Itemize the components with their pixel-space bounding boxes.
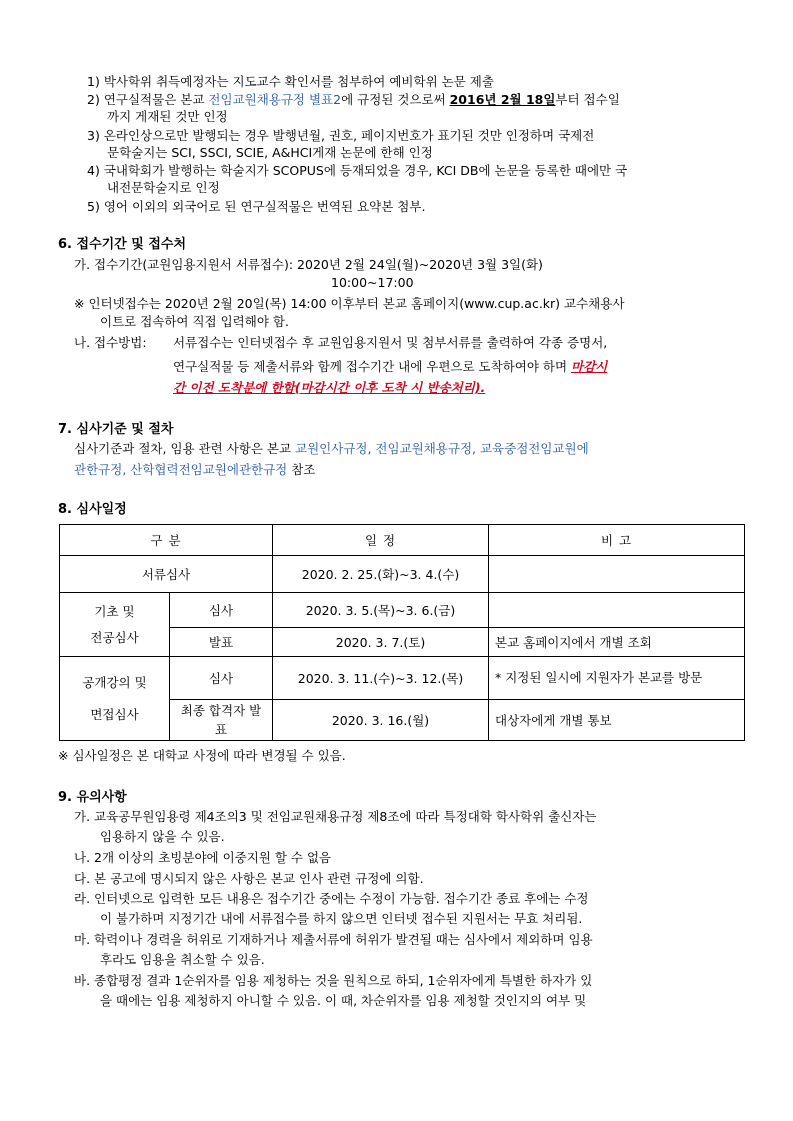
header-schedule: 일 정 [273,525,489,556]
reception-period: 가. 접수기간(교원임용지원서 서류접수): 2020년 2월 24일(월)~2020년 3월 3일(화) [74,257,543,272]
notice-item-cont: 후라도 임용을 취소할 수 있음. [100,952,265,967]
regulation-link[interactable]: 교원인사규정 [295,441,368,456]
method-line-2: 연구실적물 등 제출서류와 함께 접수기간 내에 우편으로 도착하여야 하며 마감시 [173,359,608,374]
regulation-link[interactable]: 전임교원채용규정 [375,441,473,456]
notice-item: 다. 본 공고에 명시되지 않은 사항은 본교 인사 관련 규정에 의함. [74,871,424,886]
row-note [489,593,745,628]
online-note-cont: 이트로 접속하여 직접 입력해야 함. [100,314,289,329]
row-date: 2020. 3. 5.(목)~3. 6.(금) [273,593,489,628]
row-date: 2020. 3. 7.(토) [273,628,489,657]
criteria-line-2: 관한규정, 산학협력전임교원에관한규정 참조 [74,462,316,477]
list-item-4: 4) 국내학회가 발행하는 학술지가 SCOPUS에 등재되었을 경우, KCI DB에 논문을 등록한 때에만 국 [87,163,628,178]
cutoff-date: 2016년 2월 18일 [449,92,556,107]
list-item-4-cont: 내전문학술지로 인정 [107,180,220,195]
row-note: 본교 홈페이지에서 개별 조회 [489,628,745,657]
row-label: 서류심사 [60,556,273,593]
criteria-line-1: 심사기준과 절차, 임용 관련 사항은 본교 교원인사규정, 전임교원채용규정, 교육중점전임교원에 [74,441,589,456]
group-label: 기초 및 전공심사 [60,593,170,657]
list-item-3-cont: 문학술지는 SCI, SSCI, SCIE, A&HCI게재 논문에 한해 인정 [107,145,433,160]
notice-item-cont: 임용하지 않을 수 있음. [100,829,225,844]
section-6-title: 6. 접수기간 및 접수처 [58,237,187,252]
row-note: * 지정된 일시에 지원자가 본교를 방문 [489,657,745,700]
row-date: 2020. 3. 11.(수)~3. 12.(목) [273,657,489,700]
notice-item-cont: 이 불가하며 지정기간 내에 서류접수를 하지 않으면 인터넷 접수된 지원서는 무효 처리됨. [100,911,583,926]
row-date: 2020. 2. 25.(화)~3. 4.(수) [273,556,489,593]
regulation-link[interactable]: 전임교원채용규정 별표2 [208,92,342,107]
row-note [489,556,745,593]
list-item-3: 3) 온라인상으로만 발행되는 경우 발행년월, 권호, 페이지번호가 표기된 것만 인정하며 국제전 [87,128,595,143]
list-item-2: 2) 연구실적물은 본교 전임교원채용규정 별표2에 규정된 것으로써 2016년 2월 18일부터 접수일 [87,92,620,107]
group-label: 공개강의 및 면접심사 [60,657,170,741]
header-note: 비 고 [489,525,745,556]
notice-item: 나. 2개 이상의 초빙분야에 이중지원 할 수 없음 [74,850,332,865]
table-row [60,556,745,593]
list-item-5: 5) 영어 이외의 외국어로 된 연구실적물은 번역된 요약본 첨부. [87,199,426,214]
regulation-link[interactable]: 교육중점전임교원에 [479,441,589,456]
table-header-row [60,525,745,556]
method-line-1: 서류접수는 인터넷접수 후 교원임용지원서 및 첨부서류를 출력하여 각종 증명서, [173,335,608,350]
regulation-link[interactable]: 산학협력전임교원에관한규정 [130,462,288,477]
row-label: 심사 [170,593,273,628]
list-item-1: 1) 박사학위 취득예정자는 지도교수 확인서를 첨부하여 예비학위 논문 제출 [87,74,494,89]
list-item-2-cont: 까지 게재된 것만 인정 [107,109,228,124]
online-note: ※ 인터넷접수는 2020년 2월 20일(목) 14:00 이후부터 본교 홈페이지(www.cup.ac.kr) 교수채용사 [74,296,625,311]
deadline-warning: 마감시 [571,359,608,374]
row-label: 발표 [170,628,273,657]
section-8-title: 8. 심사일정 [58,502,127,517]
regulation-link[interactable]: 관한규정 [74,462,123,477]
schedule-table [59,524,745,741]
notice-item: 바. 종합평정 결과 1순위자를 임용 제청하는 것을 원칙으로 하되, 1순위자에게 특별한 하자가 있 [74,973,593,988]
header-category: 구 분 [60,525,273,556]
row-date: 2020. 3. 16.(월) [273,700,489,741]
notice-item: 마. 학력이나 경력을 허위로 기재하거나 제출서류에 허위가 발견될 때는 심사에서 제외하며 임용 [74,932,593,947]
deadline-warning-cont: 간 이전 도착분에 한함(마감시간 이후 도착 시 반송처리). [173,380,486,395]
table-row [60,657,745,700]
section-9-title: 9. 유의사항 [58,790,127,805]
schedule-footnote: ※ 심사일정은 본 대학교 사정에 따라 변경될 수 있음. [58,748,346,763]
reception-time: 10:00~17:00 [331,275,414,290]
notice-item: 라. 인터넷으로 입력한 모든 내용은 접수기간 중에는 수정이 가능함. 접수기간 종료 후에는 수정 [74,891,589,906]
notice-item-cont: 을 때에는 임용 제청하지 아니할 수 있음. 이 때, 차순위자를 임용 제청할 것인지의 여부 및 [100,993,587,1008]
notice-item: 가. 교육공무원임용령 제4조의3 및 전임교원채용규정 제8조에 따라 특정대학 학사학위 출신자는 [74,809,597,824]
row-note: 대상자에게 개별 통보 [489,700,745,741]
row-label: 심사 [170,657,273,700]
method-label: 나. 접수방법: [74,335,147,350]
table-row [60,593,745,628]
section-7-title: 7. 심사기준 및 절차 [58,422,174,437]
row-label: 최종 합격자 발표 [170,700,273,741]
